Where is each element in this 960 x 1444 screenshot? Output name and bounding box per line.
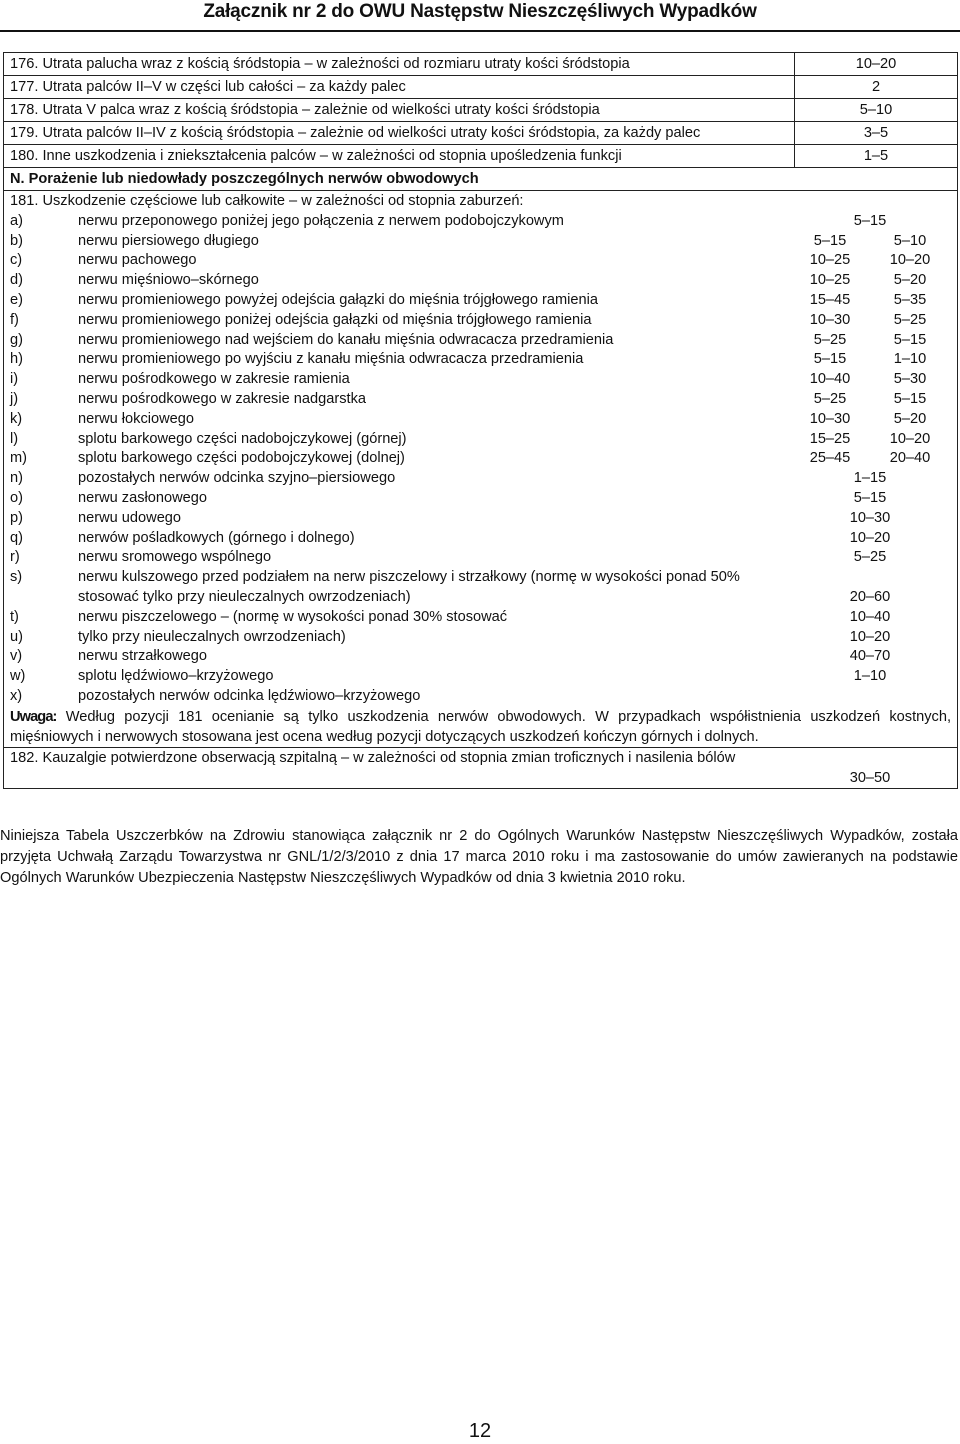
- subitem-f: [10, 310, 951, 330]
- subitem-letter: o): [10, 489, 23, 506]
- subitem-o: [10, 488, 951, 508]
- subitem-m: [10, 448, 951, 468]
- subitem-letter: u): [10, 628, 23, 645]
- page-header: [0, 0, 960, 30]
- subitem-text: nerwu pachowego: [78, 252, 197, 269]
- subitem-letter: l): [10, 430, 19, 447]
- subitem-letter: v): [10, 648, 23, 665]
- subitem-value-second: 1–10: [893, 351, 927, 368]
- subitem-text: splotu barkowego części nadobojczykowej (górnej): [78, 430, 407, 447]
- row-text: 180. Inne uszkodzenia i zniekształcenia palców – w zależności od stopnia upośledzenia funkcji: [4, 145, 795, 168]
- subitem-value: 40–70: [849, 648, 891, 665]
- subitem-text: splotu barkowego części podobojczykowej (dolnej): [78, 450, 405, 467]
- subitem-text: nerwu piszczelowego – (normę w wysokości ponad 30% stosować: [78, 608, 508, 625]
- header-divider: [0, 30, 960, 32]
- subitem-value-first: 10–25: [809, 272, 851, 289]
- subitem-text: pozostałych nerwów odcinka szyjno–piersiowego: [78, 470, 396, 487]
- subitem-letter: n): [10, 470, 23, 487]
- row-text: 176. Utrata palucha wraz z kością śródstopia – w zależności od rozmiaru utraty kości śródstopia: [4, 53, 795, 76]
- subitem-letter: b): [10, 232, 23, 249]
- subitem-letter: d): [10, 272, 23, 289]
- subitem-value-second: 10–20: [889, 252, 931, 269]
- subitem-value-second: 5–15: [893, 390, 927, 407]
- subitem-w: [10, 666, 951, 686]
- table-row: [4, 76, 958, 99]
- subitem-letter: g): [10, 331, 23, 348]
- row-value: 10–20: [795, 53, 958, 76]
- subitem-value-first: 5–15: [813, 351, 847, 368]
- subitem-value-first: 5–25: [813, 390, 847, 407]
- subitem-value-second: 5–15: [893, 331, 927, 348]
- subitem-letter: k): [10, 410, 23, 427]
- subitem-value-first: 5–25: [813, 331, 847, 348]
- subitem-letter: t): [10, 608, 19, 625]
- subitem-value-second: 5–20: [893, 272, 927, 289]
- subitem-letter: q): [10, 529, 23, 546]
- table-row: [4, 145, 958, 168]
- subitem-text: nerwów pośladkowych (górnego i dolnego): [78, 529, 355, 546]
- subitem-text: nerwu przeponowego poniżej jego połączenia z nerwem podobojczykowym: [78, 212, 564, 229]
- subitem-value-second: 20–40: [889, 450, 931, 467]
- subitem-value-second: 5–35: [893, 291, 927, 308]
- subitem-i: [10, 369, 951, 389]
- row-text: 177. Utrata palców II–V w części lub całości – za każdy palec: [4, 76, 795, 99]
- subitem-letter: f): [10, 311, 19, 328]
- subitem-text: nerwu pośrodkowego w zakresie ramienia: [78, 371, 350, 388]
- subitem-letter: e): [10, 291, 23, 308]
- subitem-value-second: 10–20: [889, 430, 931, 447]
- subitem-text: nerwu udowego: [78, 509, 182, 526]
- section-header-row: [4, 168, 958, 191]
- note-paragraph: [10, 708, 951, 748]
- subitem-value: 10–20: [849, 529, 891, 546]
- legal-footnote: Niniejsza Tabela Uszczerbków na Zdrowiu stanowiąca załącznik nr 2 do Ogólnych Warunków Następstw Nieszczęśliwych Wypadków, została przyjęta Uchwałą Zarządu Towarzystwa nr GNL/1/2/3/2010 z dnia 17 marca 2010 roku i ma zastosowanie do umów zawieranych na podstawie Ogólnych Warunków Ubezpieczenia Następstw Nieszczęśliwych Wypadków od dnia 3 kwietnia 2010 roku.: [0, 828, 958, 886]
- subitem-value-first: 10–40: [809, 371, 851, 388]
- subitem-value: 5–15: [853, 489, 887, 506]
- note-text: Według pozycji 181 ocenianie są tylko uszkodzenia nerwów obwodowych. W przypadkach współistnienia uszkodzeń kostnych, mięśniowych i nerwowych stosowana jest ocena według pozycji dotyczących uszkodzeń kończyn górnych i dolnych.: [10, 708, 951, 745]
- item-182-block: [4, 748, 958, 789]
- subitem-text: tylko przy nieuleczalnych owrzodzeniach): [78, 628, 346, 645]
- subitem-text: pozostałych nerwów odcinka lędźwiowo–krzyżowego: [78, 687, 421, 704]
- subitem-value-first: 10–30: [809, 410, 851, 427]
- subitem-c: [10, 250, 951, 270]
- subitem-d: [10, 270, 951, 290]
- row-text: 179. Utrata palców II–IV z kością śródstopia – zależnie od wielkości utraty kości śródstopia, za każdy palec: [4, 122, 795, 145]
- subitem-letter: j): [10, 390, 19, 407]
- note-label: Uwaga:: [10, 708, 57, 725]
- subitem-value-second: 5–30: [893, 371, 927, 388]
- subitem-text: nerwu promieniowego powyżej odejścia gałązki do mięśnia trójgłowego ramienia: [78, 291, 598, 308]
- subitem-e: [10, 290, 951, 310]
- subitem-value-first: 15–25: [809, 430, 851, 447]
- subitem-j: [10, 389, 951, 409]
- subitem-text: nerwu promieniowego nad wejściem do kanału mięśnia odwracacza przedramienia: [78, 331, 614, 348]
- subitem-h: [10, 349, 951, 369]
- row-text: 178. Utrata V palca wraz z kością śródstopia – zależnie od wielkości utraty kości śródstopia: [4, 99, 795, 122]
- item-181-block: [4, 191, 958, 748]
- subitem-value: 10–40: [849, 608, 891, 625]
- table-row: [4, 53, 958, 76]
- row-value: 5–10: [795, 99, 958, 122]
- injury-table: [3, 52, 958, 789]
- subitem-s: [10, 567, 951, 607]
- subitem-value-second: 5–20: [893, 410, 927, 427]
- subitem-value-first: 15–45: [809, 291, 851, 308]
- subitem-text: nerwu mięśniowo–skórnego: [78, 272, 259, 289]
- subitem-value-first: 10–25: [809, 252, 851, 269]
- item-181-intro: 181. Uszkodzenie częściowe lub całkowite – w zależności od stopnia zaburzeń:: [10, 193, 524, 209]
- subitem-value: 10–20: [849, 628, 891, 645]
- item-182-row: [4, 748, 958, 789]
- item-181-row: [4, 191, 958, 748]
- subitem-p: [10, 508, 951, 528]
- subitem-q: [10, 528, 951, 548]
- section-title: N. Porażenie lub niedowłady poszczególnych nerwów obwodowych: [4, 168, 958, 191]
- subitem-letter: i): [10, 371, 19, 388]
- subitem-letter: c): [10, 252, 23, 269]
- subitem-text: nerwu promieniowego po wyjściu z kanału mięśnia odwracacza przedramienia: [78, 351, 584, 368]
- subitem-letter: h): [10, 351, 23, 368]
- row-value: 1–5: [795, 145, 958, 168]
- subitem-v: [10, 646, 951, 666]
- subitem-text: nerwu promieniowego poniżej odejścia gałązki od mięśnia trójgłowego ramienia: [78, 311, 592, 328]
- subitem-k: [10, 409, 951, 429]
- subitem-text: nerwu zasłonowego: [78, 489, 207, 506]
- subitem-b: [10, 231, 951, 251]
- subitem-text: nerwu pośrodkowego w zakresie nadgarstka: [78, 390, 366, 407]
- subitem-text: nerwu piersiowego długiego: [78, 232, 259, 249]
- subitem-value: 5–25: [853, 549, 887, 566]
- subitem-value-first: 5–15: [813, 232, 847, 249]
- subitem-value: 20–60: [849, 588, 891, 605]
- subitem-text: splotu lędźwiowo–krzyżowego: [78, 668, 274, 685]
- subitem-x: [10, 686, 951, 706]
- item-182-text: 182. Kauzalgie potwierdzone obserwacją szpitalną – w zależności od stopnia zmian troficznych i nasilenia bólów: [10, 750, 736, 767]
- subitem-text: nerwu strzałkowego: [78, 648, 207, 665]
- subitem-value: 1–15: [853, 470, 887, 487]
- subitem-l: [10, 429, 951, 449]
- row-value: 2: [795, 76, 958, 99]
- subitem-n: [10, 468, 951, 488]
- subitem-value: 5–15: [853, 212, 887, 229]
- subitem-g: [10, 330, 951, 350]
- subitem-value: 10–30: [849, 509, 891, 526]
- subitem-letter: w): [10, 668, 26, 685]
- subitem-text: nerwu kulszowego przed podziałem na nerw piszczelowy i strzałkowy (normę w wysokości ponad 50% stosować tylko przy nieuleczalnych owrzodzeniach): [78, 569, 740, 606]
- subitem-text: nerwu sromowego wspólnego: [78, 549, 272, 566]
- subitem-value-second: 5–10: [893, 232, 927, 249]
- subitem-value-second: 5–25: [893, 311, 927, 328]
- subitem-letter: m): [10, 450, 28, 467]
- item-182-value: 30–50: [849, 770, 891, 787]
- row-value: 3–5: [795, 122, 958, 145]
- page-number: 12: [468, 1420, 492, 1442]
- subitem-value-first: 25–45: [809, 450, 851, 467]
- subitem-text: nerwu łokciowego: [78, 410, 195, 427]
- subitem-a: [10, 211, 951, 231]
- table-row: [4, 99, 958, 122]
- subitem-letter: x): [10, 687, 23, 704]
- subitem-letter: p): [10, 509, 23, 526]
- subitem-letter: s): [10, 569, 23, 586]
- subitem-value-first: 10–30: [809, 311, 851, 328]
- subitem-letter: r): [10, 549, 20, 566]
- subitem-t: [10, 607, 951, 627]
- subitem-letter: a): [10, 212, 23, 229]
- table-row: [4, 122, 958, 145]
- document-title: Załącznik nr 2 do OWU Następstw Nieszczęśliwych Wypadków: [203, 1, 757, 22]
- subitem-value: 1–10: [853, 668, 887, 685]
- subitem-r: [10, 547, 951, 567]
- subitem-u: [10, 627, 951, 647]
